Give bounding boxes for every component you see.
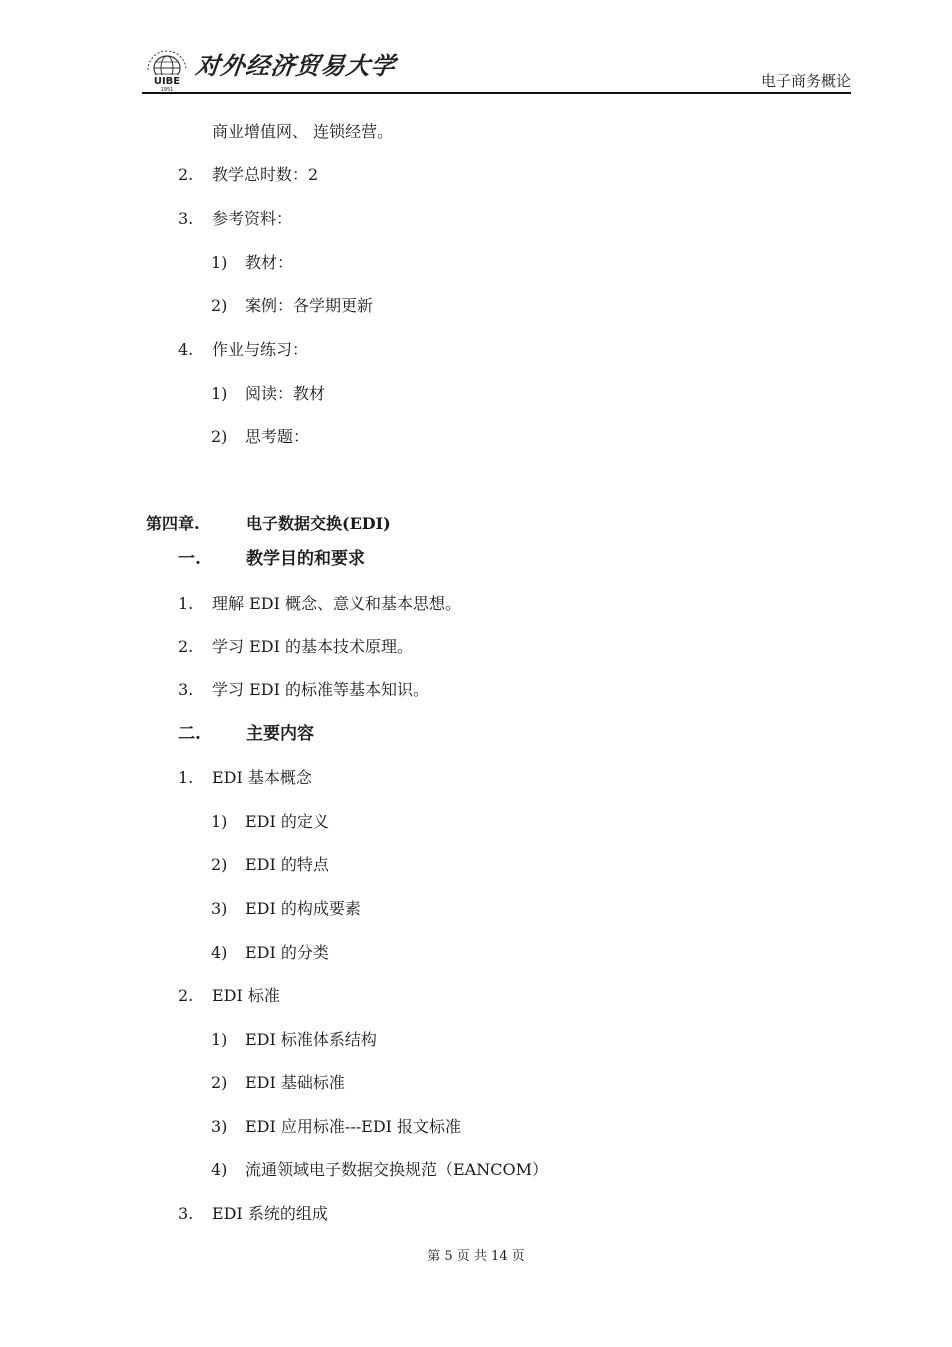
list-text: EDI 应用标准---EDI 报文标准 bbox=[245, 1117, 462, 1136]
sub-list-item bbox=[211, 253, 293, 273]
list-number: 3. bbox=[178, 1204, 194, 1223]
list-number: 4) bbox=[211, 943, 228, 962]
logo-abbr: UIBE bbox=[153, 76, 181, 87]
list-number: 3. bbox=[178, 680, 194, 699]
section-number: 一. bbox=[178, 549, 201, 569]
list-number: 3) bbox=[211, 899, 228, 918]
list-text: EDI 的分类 bbox=[245, 943, 329, 962]
sub-list-item bbox=[211, 384, 325, 404]
list-number: 1. bbox=[178, 594, 194, 613]
list-item bbox=[178, 768, 312, 788]
list-text: EDI 的特点 bbox=[245, 855, 329, 874]
sub-list-item bbox=[211, 943, 329, 963]
list-number: 1) bbox=[211, 812, 228, 831]
list-text: 理解 EDI 概念、意义和基本思想。 bbox=[212, 594, 462, 613]
list-item bbox=[178, 637, 413, 657]
list-item bbox=[178, 1204, 328, 1224]
list-text: 流通领域电子数据交换规范（EANCOM） bbox=[245, 1160, 548, 1179]
list-text: EDI 基础标准 bbox=[245, 1073, 345, 1092]
list-number: 2. bbox=[178, 986, 194, 1005]
section-title: 主要内容 bbox=[246, 724, 314, 744]
chapter-number: 第四章. bbox=[146, 514, 200, 533]
list-text: EDI 标准体系结构 bbox=[245, 1030, 377, 1049]
list-text: 案例：各学期更新 bbox=[245, 296, 374, 315]
list-text: 参考资料： bbox=[212, 209, 293, 228]
list-text: EDI 的定义 bbox=[245, 812, 329, 831]
list-item bbox=[178, 594, 461, 614]
line-text: 商业增值网、 连锁经营。 bbox=[212, 122, 394, 141]
sub-list-item bbox=[211, 855, 329, 875]
list-number: 4. bbox=[178, 340, 194, 359]
list-item bbox=[178, 680, 429, 700]
page-footer: 第 5 页 共 14 页 bbox=[427, 1249, 525, 1264]
list-text: 教学总时数：2 bbox=[212, 165, 319, 184]
section-number: 二. bbox=[178, 724, 201, 744]
list-number: 1) bbox=[211, 253, 228, 272]
list-text: 阅读：教材 bbox=[245, 384, 326, 403]
list-item bbox=[178, 340, 308, 360]
list-number: 1) bbox=[211, 384, 228, 403]
section-heading bbox=[178, 724, 314, 744]
list-number: 2. bbox=[178, 637, 194, 656]
list-text: 作业与练习： bbox=[212, 340, 309, 359]
list-number: 2) bbox=[211, 855, 228, 874]
sub-list-item bbox=[211, 899, 361, 919]
list-number: 2) bbox=[211, 427, 228, 446]
section-title: 教学目的和要求 bbox=[246, 549, 365, 569]
sub-list-item bbox=[211, 1073, 345, 1093]
continued-text bbox=[212, 122, 393, 142]
sub-list-item bbox=[211, 1160, 548, 1180]
course-title: 电子商务概论 bbox=[760, 72, 851, 90]
list-text: 教材： bbox=[245, 253, 294, 272]
list-number: 2) bbox=[211, 1073, 228, 1092]
list-item bbox=[178, 209, 292, 229]
list-text: 学习 EDI 的基本技术原理。 bbox=[212, 637, 414, 656]
list-number: 4) bbox=[211, 1160, 228, 1179]
list-number: 3) bbox=[211, 1117, 228, 1136]
list-number: 2. bbox=[178, 165, 194, 184]
university-name-logo: 对外经济贸易大学 bbox=[194, 51, 398, 80]
page-header bbox=[142, 38, 851, 94]
list-text: EDI 的构成要素 bbox=[245, 899, 361, 918]
list-item bbox=[178, 986, 280, 1006]
sub-list-item bbox=[211, 1117, 461, 1137]
sub-list-item bbox=[211, 1030, 377, 1050]
list-text: 思考题： bbox=[245, 427, 310, 446]
chapter-heading bbox=[146, 514, 391, 534]
list-number: 3. bbox=[178, 209, 194, 228]
list-text: EDI 基本概念 bbox=[212, 768, 312, 787]
header-divider bbox=[142, 92, 851, 94]
sub-list-item bbox=[211, 427, 309, 447]
list-text: EDI 系统的组成 bbox=[212, 1204, 328, 1223]
university-logo-emblem bbox=[144, 48, 190, 92]
list-item bbox=[178, 165, 318, 185]
list-text: 学习 EDI 的标准等基本知识。 bbox=[212, 680, 430, 699]
chapter-title: 电子数据交换(EDI) bbox=[246, 514, 391, 533]
section-heading bbox=[178, 549, 365, 569]
list-text: EDI 标准 bbox=[212, 986, 280, 1005]
sub-list-item bbox=[211, 296, 373, 316]
list-number: 1. bbox=[178, 768, 194, 787]
list-number: 1) bbox=[211, 1030, 228, 1049]
sub-list-item bbox=[211, 812, 329, 832]
list-number: 2) bbox=[211, 296, 228, 315]
logo-year: 1951 bbox=[160, 87, 174, 92]
